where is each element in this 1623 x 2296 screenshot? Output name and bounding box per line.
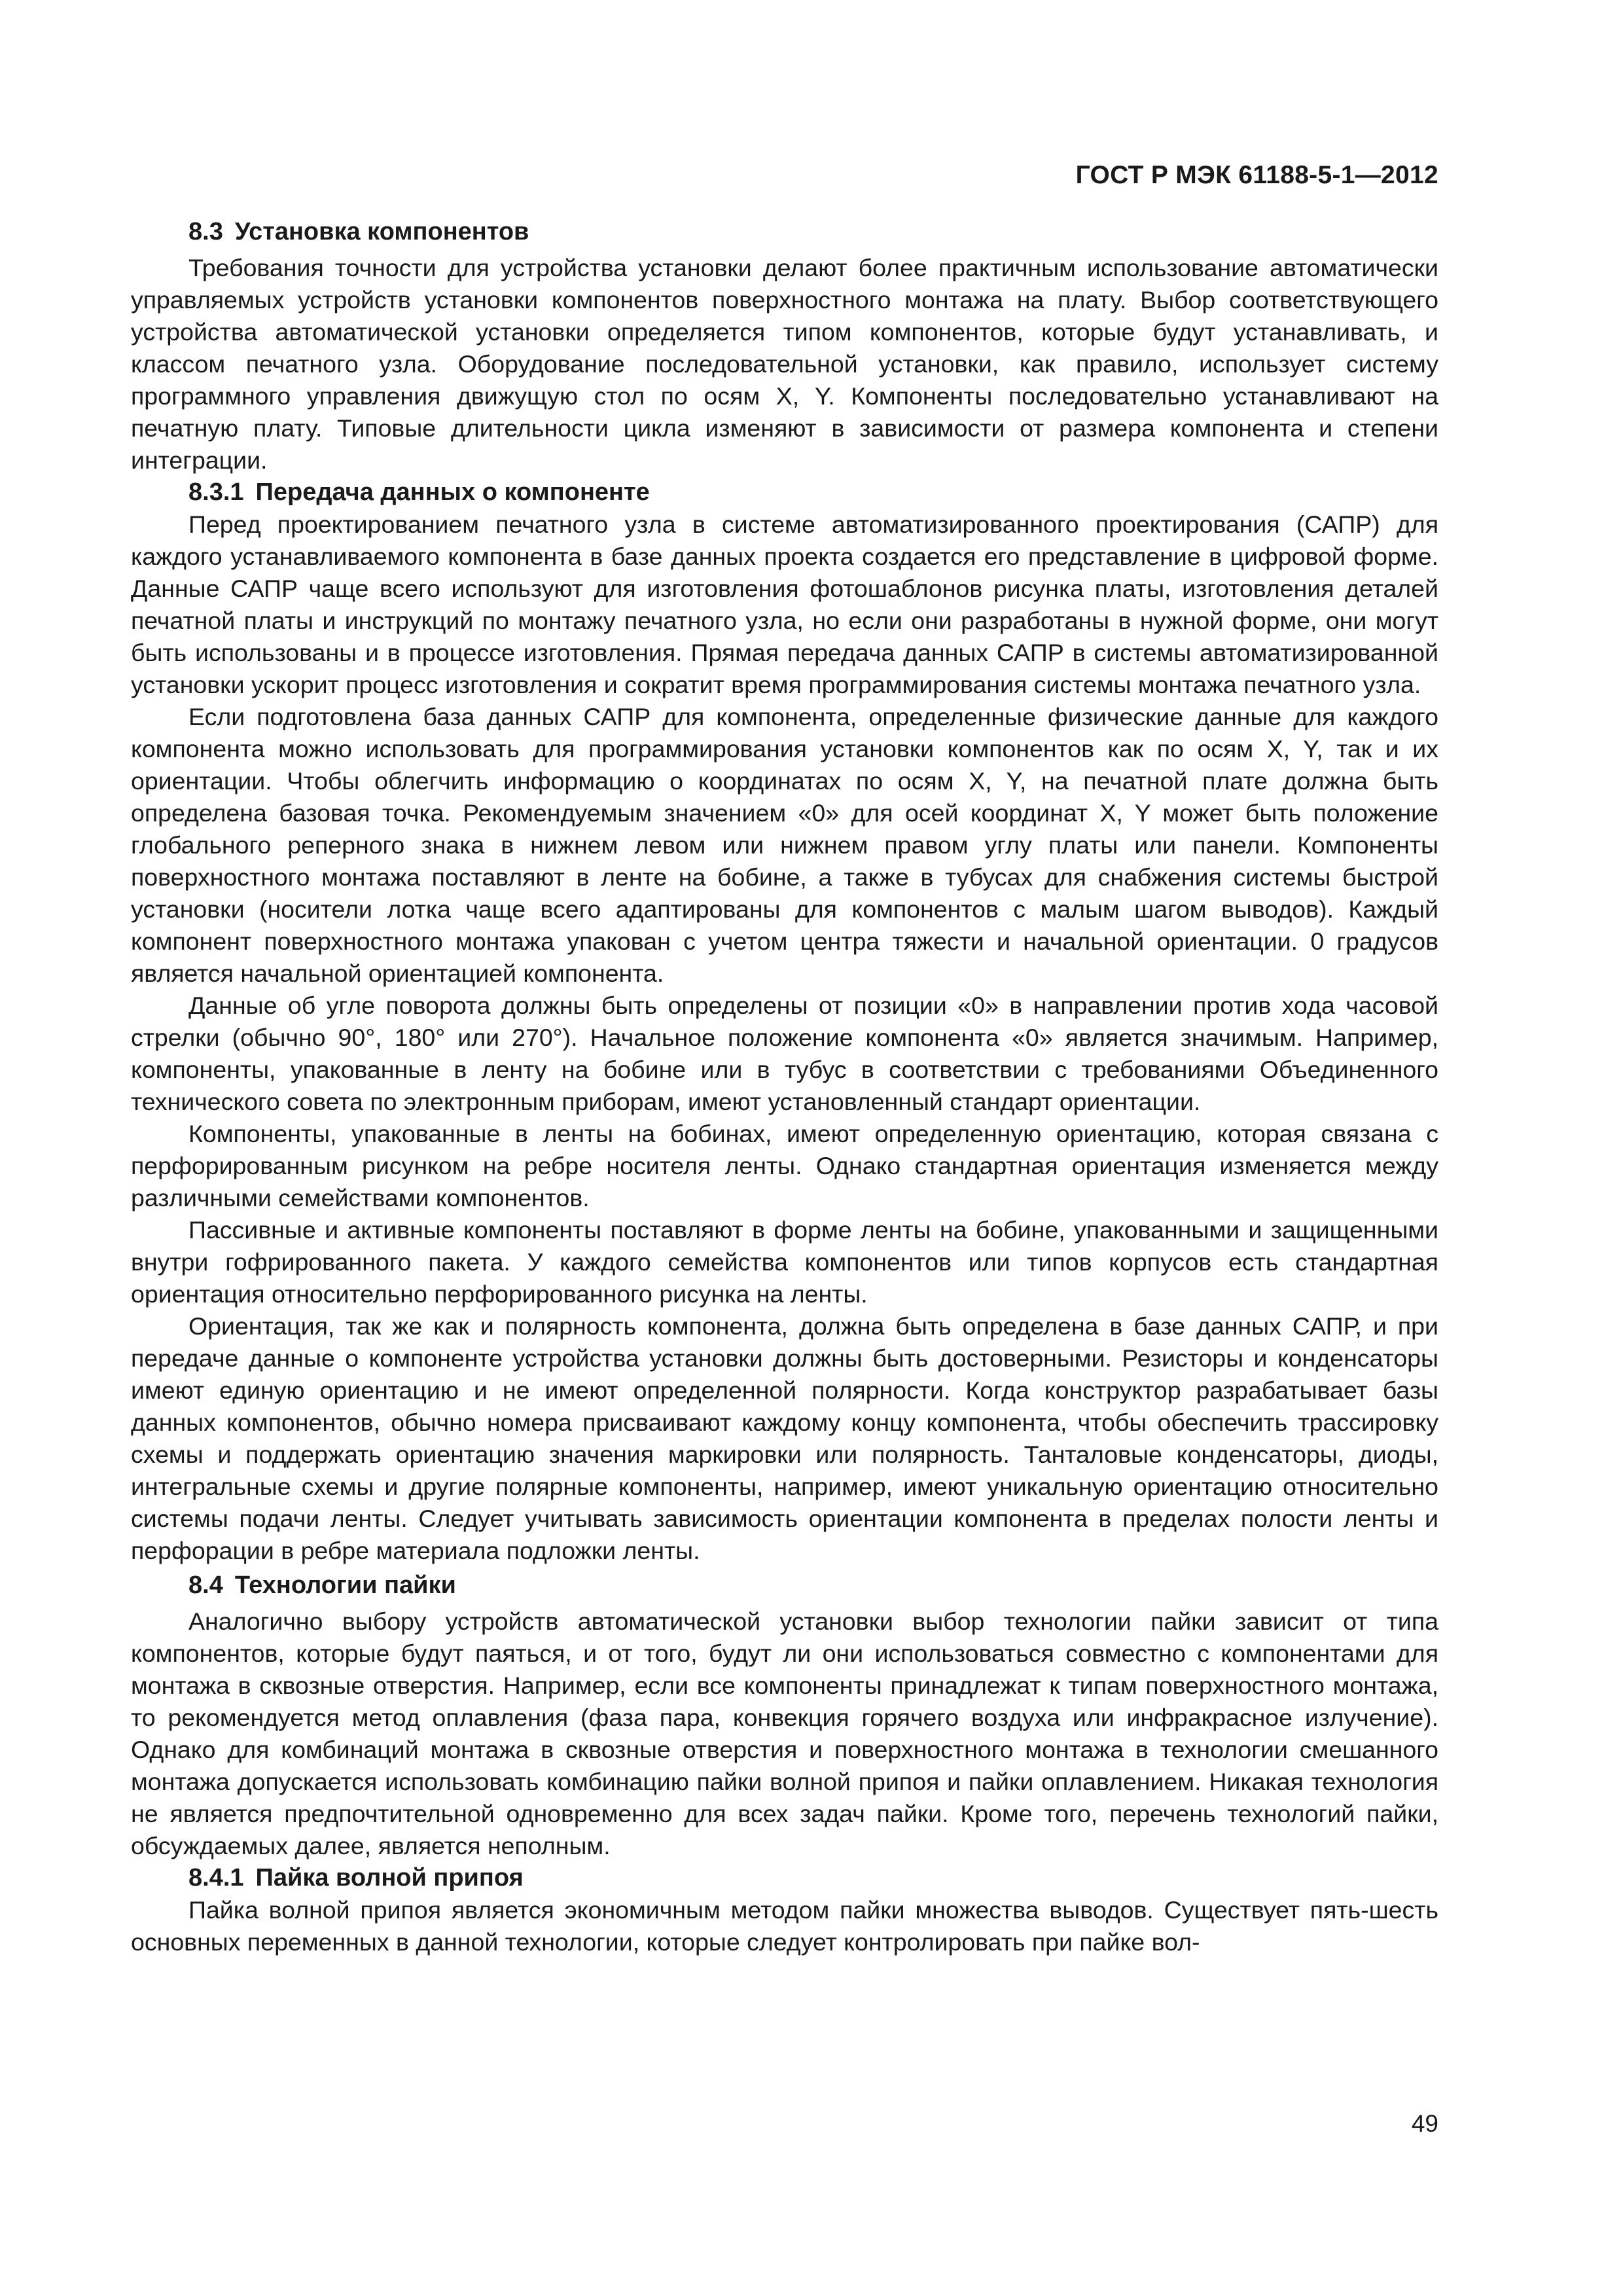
- section-number: 8.3.1: [188, 478, 244, 506]
- section-heading-8-3-1: [131, 476, 1438, 509]
- section-title: Пайка волной припоя: [255, 1864, 524, 1892]
- paragraph: Требования точности для устройства установки делают более практичным использование автоматически управляемых устройств установки компонентов поверхностного монтажа на плату. Выбор соответствующего устройства автоматической установки определяется типом компонентов, которые будут устанавливать, и классом печатного узла. Оборудование последовательной установки, как правило, использует систему программного управления движущую стол по осям X, Y. Компоненты последовательно устанавливают на печатную плату. Типовые длительности цикла изменяют в зависимости от размера компонента и степени интеграции.: [131, 254, 1438, 474]
- paragraph: Пайка волной припоя является экономичным методом пайки множества выводов. Существует пять-шесть основных переменных в данной технологии, которые следует контролировать при пайке вол-: [131, 1896, 1438, 1956]
- section-heading-8-3: [131, 216, 1438, 248]
- section-number: 8.3: [188, 218, 223, 245]
- page-number: 49: [1411, 2110, 1438, 2137]
- paragraph: Ориентация, так же как и полярность компонента, должна быть определена в базе данных САПР, и при передаче данные о компоненте устройства установки должны быть достоверными. Резисторы и конденсаторы имеют единую ориентацию и не имеют определенной полярности. Когда конструктор разрабатывает базы данных компонентов, обычно номера присваивают каждому концу компонента, чтобы обеспечить трассировку схемы и поддержать ориентацию значения маркировки или полярность. Танталовые конденсаторы, диоды, интегральные схемы и другие полярные компоненты, например, имеют уникальную ориентацию относительно системы подачи ленты. Следует учитывать зависимость ориентации компонента в пределах полости ленты и перфорации в ребре материала подложки ленты.: [131, 1312, 1438, 1564]
- section-title: Передача данных о компоненте: [255, 478, 650, 506]
- paragraph: Аналогично выбору устройств автоматической установки выбор технологии пайки зависит от типа компонентов, которые будут паяться, и от того, будут ли они использоваться совместно с компонентами для монтажа в сквозные отверстия. Например, если все компоненты принадлежат к типам поверхностного монтажа, то рекомендуется метод оплавления (фаза пара, конвекция горячего воздуха или инфракрасное излучение). Однако для комбинаций монтажа в сквозные отверстия и поверхностного монтажа в технологии смешанного монтажа допускается использовать комбинацию пайки волной припоя и пайки оплавлением. Никакая технология не является предпочтительной одновременно для всех задач пайки. Кроме того, перечень технологий пайки, обсуждаемых далее, является неполным.: [131, 1607, 1438, 1859]
- section-title: Установка компонентов: [234, 218, 529, 245]
- document-body: [131, 216, 1438, 1958]
- paragraph: Если подготовлена база данных САПР для компонента, определенные физические данные для каждого компонента можно использовать для программирования установки компонентов как по осям X, Y, так и их ориентации. Чтобы облегчить информацию о координатах по осям X, Y, на печатной плате должна быть определена базовая точка. Рекомендуемым значением «0» для осей координат X, Y может быть положение глобального реперного знака в нижнем левом или нижнем правом углу платы или панели. Компоненты поверхностного монтажа поставляют в ленте на бобине, а также в тубусах для снабжения системы быстрой установки (носители лотка чаще всего адаптированы для компонентов с малым шагом выводов). Каждый компонент поверхностного монтажа упакован с учетом центра тяжести и начальной ориентации. 0 градусов является начальной ориентацией компонента.: [131, 703, 1438, 987]
- section-number: 8.4.1: [188, 1864, 244, 1892]
- section-heading-8-4: [131, 1570, 1438, 1602]
- section-heading-8-4-1: [131, 1862, 1438, 1894]
- paragraph: Данные об угле поворота должны быть определены от позиции «0» в направлении против хода часовой стрелки (обычно 90°, 180° или 270°). Начальное положение компонента «0» является значимым. Например, компоненты, упакованные в ленту на бобине или в тубус в соответствии с требованиями Объединенного технического совета по электронным приборам, имеют установленный стандарт ориентации.: [131, 992, 1438, 1115]
- paragraph: Перед проектированием печатного узла в системе автоматизированного проектирования (САПР) для каждого устанавливаемого компонента в базе данных проекта создается его представление в цифровой форме. Данные САПР чаще всего используют для изготовления фотошаблонов рисунка платы, изготовления деталей печатной платы и инструкций по монтажу печатного узла, но если они разработаны в нужной форме, они могут быть использованы и в процессе изготовления. Прямая передача данных САПР в системы автоматизированной установки ускорит процесс изготовления и сократит время программирования системы монтажа печатного узла.: [131, 511, 1438, 698]
- paragraph: Компоненты, упакованные в ленты на бобинах, имеют определенную ориентацию, которая связана с перфорированным рисунком на ребре носителя ленты. Однако стандартная ориентация изменяется между различными семействами компонентов.: [131, 1120, 1438, 1211]
- section-number: 8.4: [188, 1571, 223, 1599]
- document-header: ГОСТ Р МЭК 61188-5-1—2012: [1075, 161, 1438, 189]
- paragraph: Пассивные и активные компоненты поставляют в форме ленты на бобине, упакованными и защищенными внутри гофрированного пакета. У каждого семейства компонентов или типов корпусов есть стандартная ориентация относительно перфорированного рисунка на ленты.: [131, 1216, 1438, 1308]
- section-title: Технологии пайки: [234, 1571, 456, 1599]
